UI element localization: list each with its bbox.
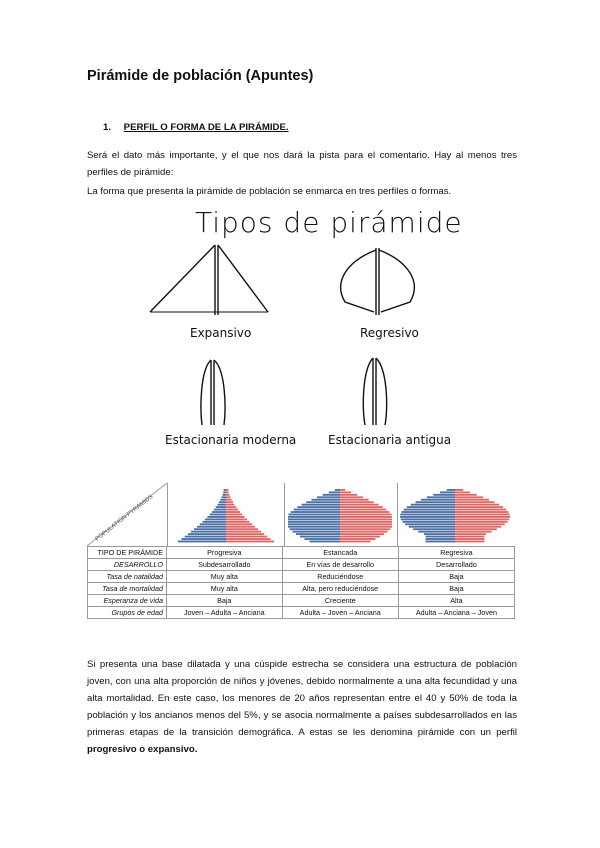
pyramid-bar-female: [226, 536, 267, 538]
pyramid-bar-female: [226, 518, 247, 520]
pyramid-types-table: [87, 483, 515, 623]
corner-label: POPULATION PYRAMIDS: [94, 493, 155, 543]
pyramid-bar-male: [440, 491, 455, 493]
pyramid-bar-male: [207, 516, 226, 518]
pyramid-bar-male: [416, 501, 455, 503]
pyramid-bar-male: [400, 514, 455, 516]
table-cell: Reduciéndose: [282, 571, 398, 583]
pyramid-bar-male: [294, 509, 340, 511]
table-cell: Muy alta: [167, 571, 283, 583]
pyramid-bar-male: [433, 494, 455, 496]
stationary-old-shape: [363, 358, 386, 425]
pyramid-bar-female: [340, 536, 380, 538]
table-cell: Joven – Adulta – Anciana: [167, 607, 283, 619]
table-cell: En vías de desarrollo: [282, 559, 398, 571]
pyramid-bar-female: [455, 523, 505, 525]
table-row: [88, 559, 515, 571]
pyramid-bar-male: [194, 528, 226, 530]
pyramid-bar-female: [226, 533, 264, 535]
pyramid-bar-female: [226, 511, 240, 513]
pyramid-bar-female: [226, 531, 261, 533]
pyramid-bar-male: [288, 518, 340, 520]
pyramid-bar-female: [455, 518, 509, 520]
table-cell: Alta, pero reduciéndose: [282, 583, 398, 595]
pyramid-bar-female: [455, 541, 484, 543]
table-row: [88, 595, 515, 607]
pyramid-bar-female: [340, 496, 363, 498]
column-estancada: Estancada: [282, 547, 398, 559]
pyramid-bar-female: [226, 501, 233, 503]
pyramid-bar-female: [340, 521, 392, 523]
pyramid-bar-female: [226, 521, 250, 523]
pyramid-bar-male: [404, 509, 455, 511]
pyramid-bar-female: [226, 499, 232, 501]
pyramid-bar-male: [323, 494, 340, 496]
pyramid-bar-female: [226, 541, 274, 543]
pyramid-bar-male: [403, 521, 455, 523]
pyramid-bar-female: [340, 509, 386, 511]
pyramid-bar-female: [340, 491, 351, 493]
paragraph-intro: Será el dato más importante, y el que nos dará la pista para el comentario. Hay al menos tres perfiles de pirámide:: [87, 150, 517, 178]
label-regresivo: Regresivo: [360, 326, 419, 340]
pyramid-thumb-estancada: [288, 489, 392, 542]
pyramid-bar-female: [226, 506, 236, 508]
label-expansivo: Expansivo: [190, 326, 252, 340]
pyramid-bar-male: [188, 533, 226, 535]
table-cell: Baja: [167, 595, 283, 607]
pyramid-bar-male: [306, 501, 340, 503]
pyramid-bar-female: [226, 491, 229, 493]
pyramid-bar-male: [200, 523, 226, 525]
pyramid-bar-female: [455, 491, 470, 493]
pyramid-bar-male: [304, 538, 340, 540]
table-cell: Creciente: [282, 595, 398, 607]
pyramid-bar-male: [191, 531, 226, 533]
pyramid-bar-male: [224, 489, 226, 491]
pyramid-shapes-diagram: [140, 240, 440, 450]
stationary-modern-shape: [201, 360, 225, 425]
pyramid-bar-female: [455, 489, 463, 491]
pyramid-bar-female: [455, 511, 508, 513]
pyramid-bar-male: [288, 526, 340, 528]
pyramid-bar-male: [402, 511, 455, 513]
paragraph-bold-term: progresivo o expansivo.: [87, 744, 198, 755]
pyramid-bar-male: [202, 521, 226, 523]
table-cell: Baja: [398, 583, 514, 595]
pyramid-bar-male: [421, 499, 455, 501]
pyramid-bar-female: [226, 509, 238, 511]
pyramid-bar-male: [210, 514, 226, 516]
pyramid-bar-female: [455, 514, 510, 516]
paragraph-text: Si presenta una base dilatada y una cúspide estrecha se considera una estructura de población joven, con una alta proporción de niños y jóvenes, debido normalmente a una alta fecundidad y una alta mortalidad. En este caso, los menores de 20 años representan entre el 40 y 50% de toda la población y los ancianos menos del 5%, y se asocia normalmente a países subdesarrollados en las primeras etapas de la transición demográfica. A estas se les denomina pirámide con un perfil: [87, 659, 517, 738]
pyramid-bar-male: [181, 538, 226, 540]
pyramid-bar-female: [340, 518, 392, 520]
pyramid-bar-female: [455, 536, 484, 538]
pyramid-bar-male: [302, 504, 340, 506]
pyramid-bar-male: [216, 506, 226, 508]
table-cell: Subdesarrollado: [167, 559, 283, 571]
pyramid-bar-male: [288, 516, 340, 518]
column-progresiva: Progresiva: [167, 547, 283, 559]
pyramid-bar-female: [340, 501, 374, 503]
pyramid-bar-female: [226, 523, 252, 525]
pyramid-bar-female: [455, 501, 494, 503]
pyramid-bar-female: [340, 541, 371, 543]
pyramid-bar-female: [340, 494, 357, 496]
table-header-row: [88, 547, 515, 559]
header-label: TIPO DE PIRÁMIDE: [88, 547, 167, 559]
pyramid-bar-male: [197, 526, 226, 528]
pyramid-thumbnails: [87, 483, 515, 547]
pyramid-bar-male: [300, 536, 340, 538]
pyramid-bar-female: [226, 494, 229, 496]
pyramid-bar-male: [290, 528, 340, 530]
pyramid-bar-male: [185, 536, 226, 538]
table-row: [88, 571, 515, 583]
pyramid-bar-female: [340, 523, 392, 525]
pyramid-bar-female: [340, 526, 392, 528]
pyramid-bar-male: [413, 528, 455, 530]
pyramid-bar-female: [455, 533, 486, 535]
pyramid-bar-male: [178, 541, 226, 543]
pyramid-bar-male: [426, 538, 455, 540]
pyramid-bar-male: [407, 506, 455, 508]
table-cell: Adulta – Joven – Anciana: [282, 607, 398, 619]
pyramid-bar-female: [455, 516, 510, 518]
pyramid-bar-female: [226, 516, 245, 518]
pyramid-bar-female: [455, 531, 492, 533]
pyramid-bar-male: [296, 533, 340, 535]
pyramid-bar-female: [455, 506, 503, 508]
page-title: Pirámide de población (Apuntes): [87, 68, 314, 84]
pyramid-data-table: [87, 546, 515, 619]
pyramid-bar-female: [226, 489, 228, 491]
table-cell: Baja: [398, 571, 514, 583]
label-estacionaria-antigua: Estacionaria antigua: [328, 433, 452, 447]
pyramid-bar-male: [409, 526, 455, 528]
pyramid-bar-male: [426, 541, 455, 543]
pyramid-bar-female: [340, 489, 345, 491]
section-number: 1.: [103, 122, 112, 133]
pyramid-bar-male: [288, 521, 340, 523]
pyramid-bar-female: [455, 528, 497, 530]
pyramid-bar-female: [340, 514, 392, 516]
pyramid-bar-male: [309, 541, 340, 543]
pyramid-bar-male: [447, 489, 455, 491]
pyramid-bar-female: [340, 499, 369, 501]
pyramid-bar-female: [340, 531, 387, 533]
pyramid-bar-male: [288, 514, 340, 516]
pyramid-bar-male: [329, 491, 340, 493]
pyramid-bar-female: [226, 538, 271, 540]
pyramid-bar-female: [340, 538, 376, 540]
row-label: Tasa de natalidad: [88, 571, 167, 583]
pyramid-bar-male: [405, 523, 455, 525]
pyramid-bar-male: [222, 496, 226, 498]
pyramid-bar-female: [340, 511, 389, 513]
paragraph-progressive: [87, 656, 517, 758]
pyramid-bar-female: [455, 538, 484, 540]
column-regresiva: Regresiva: [398, 547, 514, 559]
pyramid-bar-female: [455, 496, 483, 498]
pyramid-bar-female: [340, 516, 392, 518]
row-label: DESARROLLO: [88, 559, 167, 571]
section-title: PERFIL O FORMA DE LA PIRÁMIDE.: [123, 122, 289, 133]
pyramid-bar-female: [226, 496, 230, 498]
pyramid-bar-male: [317, 496, 340, 498]
pyramid-bar-male: [297, 506, 340, 508]
pyramid-bar-male: [411, 504, 455, 506]
pyramid-bar-male: [223, 491, 226, 493]
pyramid-bar-male: [335, 489, 340, 491]
pyramid-bar-female: [340, 528, 390, 530]
paragraph-shapes: La forma que presenta la pirámide de población se enmarca en tres perfiles o formas.: [87, 186, 452, 197]
pyramid-bar-female: [455, 494, 477, 496]
pyramid-bar-male: [311, 499, 340, 501]
pyramid-bar-male: [217, 504, 226, 506]
pyramid-bar-male: [212, 511, 226, 513]
pyramid-bar-female: [455, 509, 506, 511]
pyramid-bar-female: [226, 504, 235, 506]
pyramid-bar-female: [226, 526, 255, 528]
pyramid-bar-female: [455, 504, 499, 506]
shapes-figure-title: Tipos de pirámide: [195, 206, 463, 239]
table-row: [88, 583, 515, 595]
pyramid-bar-female: [340, 506, 383, 508]
pyramid-bar-male: [220, 499, 226, 501]
section-heading: [103, 122, 289, 133]
row-label: Tasa de mortalidad: [88, 583, 167, 595]
pyramid-bar-male: [223, 494, 226, 496]
pyramid-bar-male: [291, 511, 340, 513]
pyramid-bar-male: [219, 501, 226, 503]
expansive-shape: [150, 245, 268, 315]
table-cell: Alta: [398, 595, 514, 607]
table-cell: Muy alta: [167, 583, 283, 595]
pyramid-bar-female: [226, 514, 242, 516]
table-cell: Desarrollado: [398, 559, 514, 571]
pyramid-bar-male: [418, 531, 455, 533]
pyramid-bar-male: [288, 523, 340, 525]
pyramid-bar-male: [424, 533, 455, 535]
pyramid-thumb-regresiva: [400, 489, 510, 542]
row-label: Grupos de edad: [88, 607, 167, 619]
pyramid-bar-female: [455, 526, 501, 528]
regressive-shape: [341, 248, 415, 315]
pyramid-bar-male: [400, 516, 455, 518]
pyramid-bar-female: [455, 521, 507, 523]
label-estacionaria-moderna: Estacionaria moderna: [165, 433, 297, 447]
pyramid-bar-female: [340, 533, 384, 535]
pyramid-bar-male: [214, 509, 226, 511]
row-label: Esperanza de vida: [88, 595, 167, 607]
pyramid-bar-male: [426, 536, 455, 538]
pyramid-bar-female: [455, 499, 489, 501]
pyramid-bar-male: [427, 496, 455, 498]
pyramid-bar-male: [205, 518, 226, 520]
table-row: [88, 607, 515, 619]
pyramid-thumb-progresiva: [178, 489, 274, 542]
pyramid-bar-male: [401, 518, 455, 520]
pyramid-bar-female: [340, 504, 378, 506]
table-cell: Adulta – Anciana – Joven: [398, 607, 514, 619]
pyramid-bar-male: [293, 531, 340, 533]
pyramid-bar-female: [226, 528, 258, 530]
